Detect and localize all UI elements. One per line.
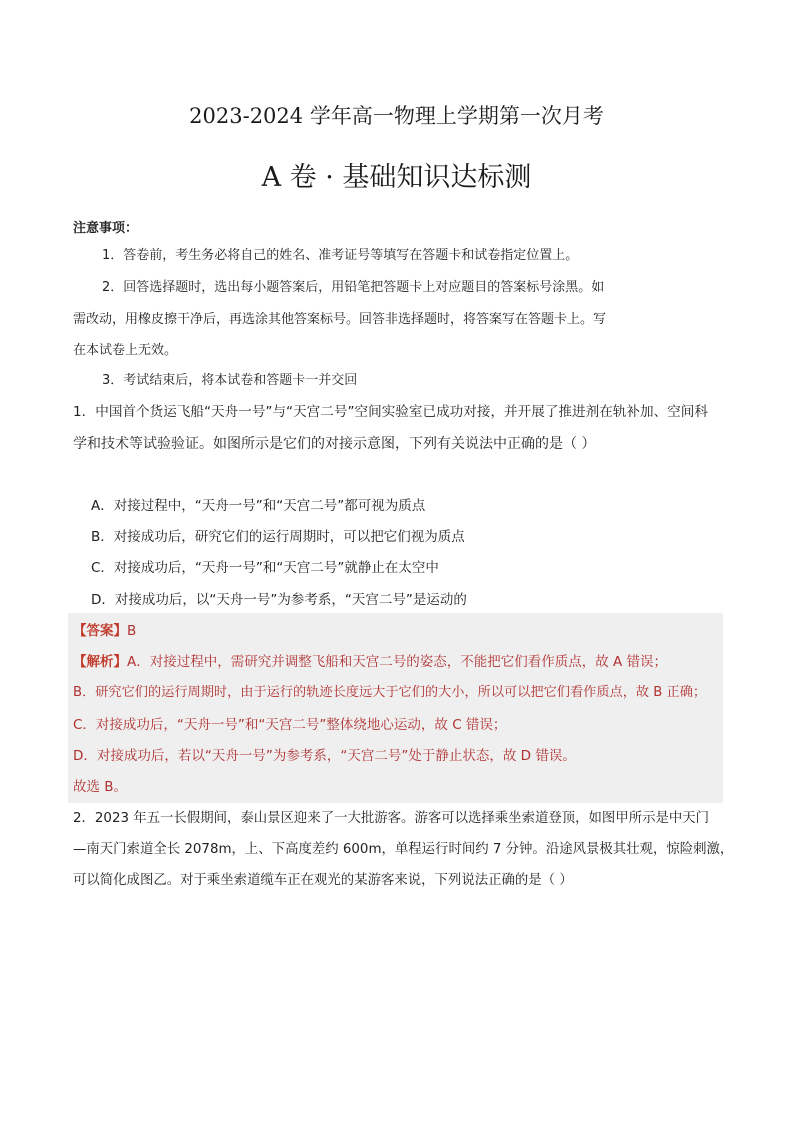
analysis-conclusion: 故选 B。 — [73, 779, 128, 795]
question-2-stem: —南天门索道全长 2078m，上、下高度差约 600m，单程运行时间约 7 分钟。沿途风景极其壮观，惊险刺激， — [73, 842, 734, 857]
analysis-label: 【解析】 — [73, 654, 127, 670]
page-subtitle: A 卷 · 基础知识达标测 — [261, 162, 532, 193]
answer-line — [73, 622, 136, 640]
question-2-stem: 可以简化成图乙。对于乘坐索道缆车正在观光的某游客来说，下列说法正确的是（ ） — [73, 873, 573, 888]
notice-item: 2．回答选择题时，选出每小题答案后，用铅笔把答题卡上对应题目的答案标号涂黑。如 — [102, 280, 605, 295]
question-1-stem: 1．中国首个货运飞船“天舟一号”与“天宫二号”空间实验室已成功对接，并开展了推进剂在轨补加、空间科 — [73, 404, 708, 420]
question-2-stem: 2．2023 年五一长假期间，泰山景区迎来了一大批游客。游客可以选择乘坐索道登顶，如图甲所示是中天门 — [73, 811, 710, 826]
answer-box — [68, 613, 723, 803]
analysis-line: C．对接成功后，“天舟一号”和“天宫二号”整体绕地心运动，故 C 错误； — [73, 717, 507, 733]
question-1-option-d: D．对接成功后，以“天舟一号”为参考系，“天宫二号”是运动的 — [91, 592, 467, 608]
question-1-stem: 学和技术等试验验证。如图所示是它们的对接示意图，下列有关说法中正确的是（ ） — [73, 436, 596, 452]
question-1-option-c: C．对接成功后，“天舟一号”和“天宫二号”就静止在太空中 — [91, 560, 439, 576]
question-1-option-b: B．对接成功后，研究它们的运行周期时，可以把它们视为质点 — [91, 529, 465, 545]
notice-item: 1．答卷前，考生务必将自己的姓名、准考证号等填写在答题卡和试卷指定位置上。 — [102, 248, 579, 263]
analysis-line: B．研究它们的运行周期时，由于运行的轨迹长度远大于它们的大小，所以可以把它们看作质点，故 B 正确； — [73, 685, 707, 700]
notice-heading: 注意事项： — [73, 221, 139, 236]
notice-item: 3．考试结束后，将本试卷和答题卡一并交回 — [102, 373, 358, 388]
answer-label: 【答案】 — [73, 623, 127, 639]
notice-item: 在本试卷上无效。 — [73, 343, 178, 358]
question-1-option-a: A．对接过程中，“天舟一号”和“天宫二号”都可视为质点 — [91, 498, 426, 514]
analysis-line — [73, 653, 667, 671]
analysis-line: D．对接成功后，若以“天舟一号”为参考系，“天宫二号”处于静止状态，故 D 错误。 — [73, 748, 576, 764]
answer-value: B — [127, 623, 137, 639]
notice-item: 需改动，用橡皮擦干净后，再选涂其他答案标号。回答非选择题时，将答案写在答题卡上。写 — [73, 312, 607, 327]
analysis-text: A．对接过程中，需研究并调整飞船和天宫二号的姿态，不能把它们看作质点，故 A 错误； — [127, 654, 668, 670]
page-title: 2023-2024 学年高一物理上学期第一次月考 — [189, 104, 604, 128]
